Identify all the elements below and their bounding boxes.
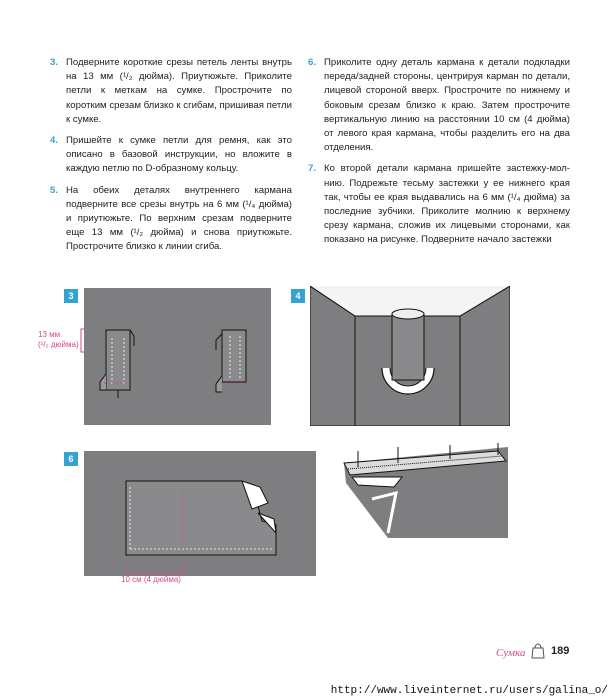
source-url: http://www.liveinternet.ru/users/galina_o/ <box>330 685 608 697</box>
figure-3-illustration <box>84 288 271 425</box>
figure-4-illustration <box>310 286 510 426</box>
strap-loop <box>392 314 424 380</box>
step-text: Пришейте к сумке петли для ремня, как это описано в базовой инструкции, но вложите в каждую петлю по D-образному кольцу. <box>66 135 292 175</box>
figure-6-illustration <box>84 451 316 576</box>
fig3-dim-label: 13 мм <box>38 330 61 339</box>
step-text: На обеих деталях внутреннего кармана подверните все срезы внутрь на 6 мм (¹/₄ дюйма) и приутюжьте. По верхним срезам подверните еще 13 мм (¹/₂ дюйма) и снова приутюжьте. Прострочите близко к линии сгиба. <box>66 184 292 253</box>
step-text: Приколите одну деталь кармана к детали подкладки переда/задней стороны, центрируя карман по детали, лицевой стороной вверх. Прострочите по нижнему и боковым срезам близко к краю. Затем прострочите вертикальную линию на расстоянии 10 см (4 дюйма) от левого края кармана, чтобы разделить его на два отделения. <box>324 57 570 154</box>
step-7 <box>308 162 570 247</box>
section-title: Сумка <box>496 647 526 659</box>
step-text: Ко второй детали кармана пришейте застежку-молнию. Подрежьте тесьму застежки у ее нижнего края так, чтобы ее края выдавались на 6 мм (¹/₄ дюйма) за последние зубчики. Приколите молнию к верхнему срезу кармана, сложив их лицевыми сторонами, как показано на рисунке. Подверните начало застежки <box>324 163 570 246</box>
text-column-right <box>308 56 570 255</box>
step-text: Подверните короткие срезы петель ленты внутрь на 13 мм (¹/₂ дюйма). Приутюжьте. Приколите петли к меткам на сумке. Прострочите по коротким срезам близко к сгибам, пришивая петли к сумке. <box>66 57 292 125</box>
step-5 <box>50 184 292 255</box>
fig6-dim-label: 10 см (4 дюйма) <box>121 575 181 584</box>
step-number: 3. <box>50 57 59 68</box>
page-number: 189 <box>551 645 570 657</box>
step-4 <box>50 134 292 177</box>
step-number: 7. <box>308 163 317 175</box>
fig3-dim-sublabel: (¹/₂ дюйма) <box>38 340 79 349</box>
dimension-line <box>126 567 186 575</box>
text-column-left <box>50 56 292 262</box>
figure-7-illustration <box>338 443 513 538</box>
figure-6-badge: 6 <box>64 452 78 466</box>
figure-4-badge: 4 <box>291 289 305 303</box>
step-number: 6. <box>308 57 317 68</box>
dimension-bracket <box>80 328 86 354</box>
step-number: 4. <box>50 135 59 147</box>
bag-icon <box>530 640 546 660</box>
step-number: 5. <box>50 184 59 196</box>
step-6 <box>308 56 570 155</box>
step-3 <box>50 56 292 127</box>
figure-3-badge: 3 <box>64 289 78 303</box>
